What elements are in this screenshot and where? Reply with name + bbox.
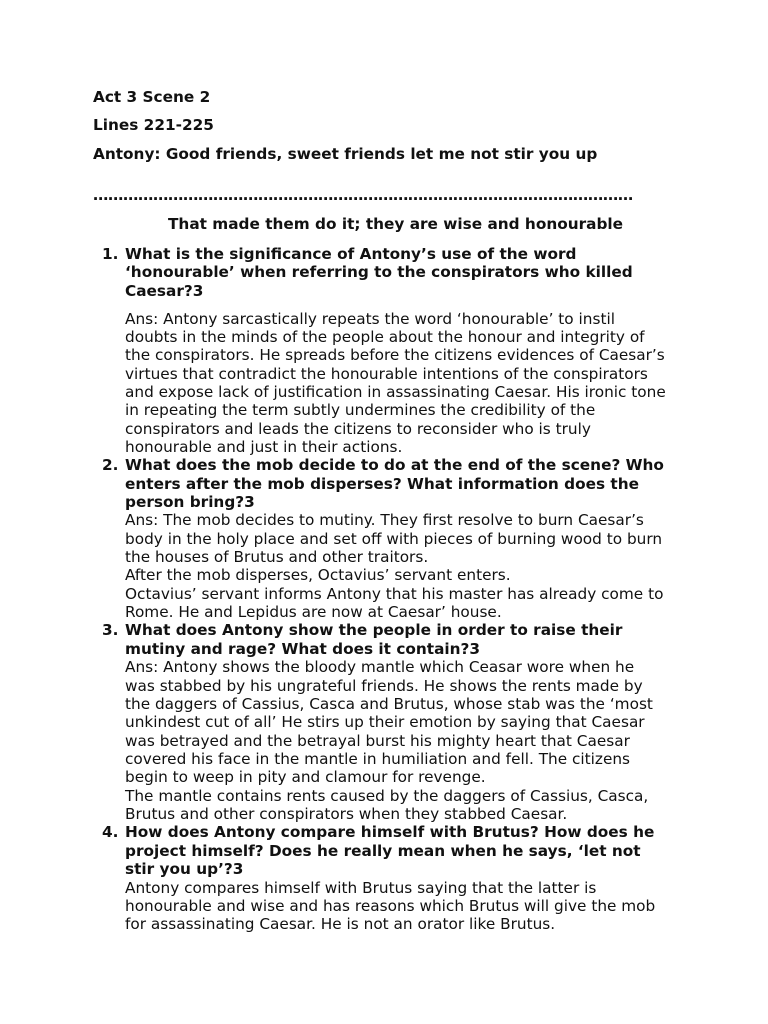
answer-text: honourable and just in their actions. bbox=[125, 438, 403, 456]
answer-text: Ans: Antony shows the bloody mantle which Ceasar wore when he bbox=[125, 658, 635, 676]
answer-text: the daggers of Cassius, Casca and Brutus, whose stab was the ‘most bbox=[125, 695, 653, 713]
question-text: mutiny and rage? What does it contain?3 bbox=[125, 640, 481, 658]
question-text: How does Antony compare himself with Brutus? How does he bbox=[125, 823, 655, 841]
answer-text: was betrayed and the betrayal burst his mighty heart that Caesar bbox=[125, 732, 630, 750]
question-text: What is the significance of Antony’s use of the word bbox=[125, 245, 577, 263]
answer-text: the houses of Brutus and other traitors. bbox=[125, 548, 429, 566]
question-text: What does the mob decide to do at the end of the scene? Who bbox=[125, 456, 664, 474]
quote-start: Antony: Good friends, sweet friends let me not stir you up bbox=[93, 145, 598, 163]
quote-end: That made them do it; they are wise and honourable bbox=[168, 215, 624, 233]
act-scene-heading: Act 3 Scene 2 bbox=[93, 88, 211, 106]
answer-text: Ans: The mob decides to mutiny. They first resolve to burn Caesar’s bbox=[125, 511, 644, 529]
answer-text: Brutus and other conspirators when they stabbed Caesar. bbox=[125, 805, 568, 823]
question-number: 2. bbox=[102, 456, 119, 474]
question-number: 4. bbox=[102, 823, 119, 841]
ellipsis-divider: ……………………………………………………………………………………………… bbox=[93, 186, 633, 204]
question-text: Caesar?3 bbox=[125, 282, 204, 300]
answer-text: for assassinating Caesar. He is not an orator like Brutus. bbox=[125, 915, 556, 933]
question-text: person bring?3 bbox=[125, 493, 255, 511]
question-text: enters after the mob disperses? What information does the bbox=[125, 475, 639, 493]
question-text: stir you up’?3 bbox=[125, 860, 244, 878]
answer-text: and expose lack of justification in assassinating Caesar. His ironic tone bbox=[125, 383, 666, 401]
question-number: 1. bbox=[102, 245, 119, 263]
answer-text: the conspirators. He spreads before the citizens evidences of Caesar’s bbox=[125, 346, 665, 364]
answer-text: After the mob disperses, Octavius’ servant enters. bbox=[125, 566, 511, 584]
answer-text: Octavius’ servant informs Antony that his master has already come to bbox=[125, 585, 664, 603]
answer-text: Rome. He and Lepidus are now at Caesar’ house. bbox=[125, 603, 502, 621]
question-text: ‘honourable’ when referring to the conspirators who killed bbox=[125, 263, 633, 281]
answer-text: unkindest cut of all’ He stirs up their emotion by saying that Caesar bbox=[125, 713, 645, 731]
question-text: project himself? Does he really mean when he says, ‘let not bbox=[125, 842, 641, 860]
answer-text: virtues that contradict the honourable intentions of the conspirators bbox=[125, 365, 648, 383]
question-number: 3. bbox=[102, 621, 119, 639]
lines-heading: Lines 221-225 bbox=[93, 116, 214, 134]
question-text: What does Antony show the people in order to raise their bbox=[125, 621, 623, 639]
answer-text: doubts in the minds of the people about the honour and integrity of bbox=[125, 328, 645, 346]
answer-text: in repeating the term subtly undermines the credibility of the bbox=[125, 401, 596, 419]
answer-text: covered his face in the mantle in humiliation and fell. The citizens bbox=[125, 750, 631, 768]
answer-text: was stabbed by his ungrateful friends. He shows the rents made by bbox=[125, 677, 643, 695]
answer-text: begin to weep in pity and clamour for revenge. bbox=[125, 768, 486, 786]
answer-text: body in the holy place and set off with pieces of burning wood to burn bbox=[125, 530, 663, 548]
answer-text: Ans: Antony sarcastically repeats the word ‘honourable’ to instil bbox=[125, 310, 615, 328]
answer-text: conspirators and leads the citizens to reconsider who is truly bbox=[125, 420, 591, 438]
answer-text: Antony compares himself with Brutus saying that the latter is bbox=[125, 879, 597, 897]
answer-text: honourable and wise and has reasons which Brutus will give the mob bbox=[125, 897, 656, 915]
answer-text: The mantle contains rents caused by the daggers of Cassius, Casca, bbox=[125, 787, 649, 805]
